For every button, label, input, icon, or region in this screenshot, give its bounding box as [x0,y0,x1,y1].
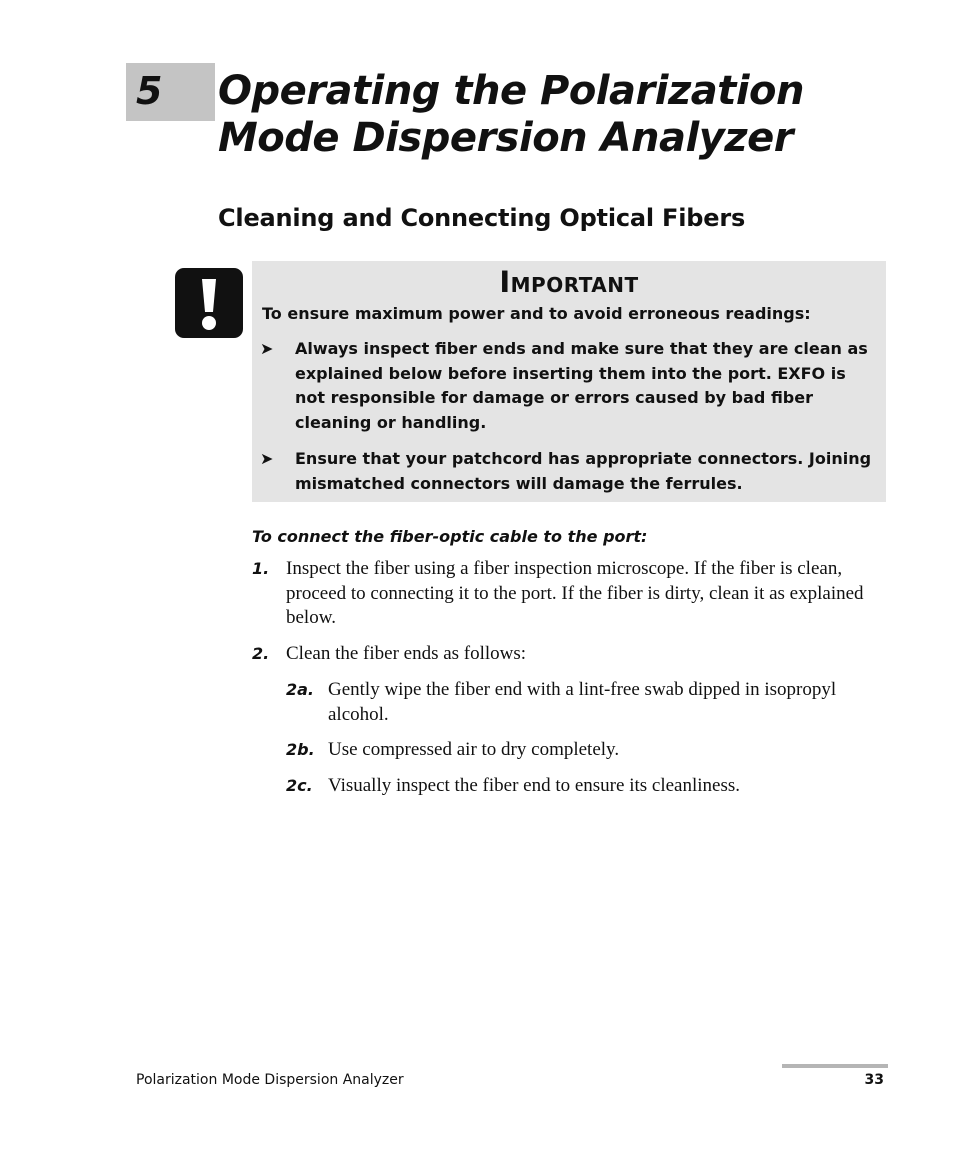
step-number: 2. [252,644,270,663]
important-title: Important [499,265,639,299]
arrow-bullet-icon: ➤ [260,339,274,358]
important-bullet [260,447,878,496]
chapter-number: 5 [136,69,163,113]
procedure-step [252,642,888,667]
step-number: 1. [252,559,270,578]
step-text: Clean the fiber ends as follows: [286,643,527,664]
section-heading: Cleaning and Connecting Optical Fibers [218,204,746,232]
procedure-substep [286,738,888,763]
page-number: 33 [864,1072,884,1088]
substep-text: Use compressed air to dry completely. [328,739,620,760]
procedure-step [252,557,888,631]
footer-title: Polarization Mode Dispersion Analyzer [136,1072,404,1088]
step-text: Inspect the fiber using a fiber inspection microscope. If the fiber is clean, proceed to connecting it to the port. If the fiber is dirty, clean it as explained below. [286,558,864,628]
substep-number: 2b. [286,740,315,759]
substep-number: 2c. [286,776,313,795]
important-bullet-text: Always inspect fiber ends and make sure that they are clean as explained below before inserting them into the port. EXFO is not responsible for damage or errors caused by bad fiber cleaning or handling. [295,339,868,432]
chapter-title-line-2: Mode Dispersion Analyzer [218,115,793,161]
chapter-title-line-1: Operating the Polarization [218,68,805,114]
important-bullet-text: Ensure that your patchcord has appropriate connectors. Joining mismatched connectors will damage the ferrules. [295,449,872,493]
substep-text: Visually inspect the fiber end to ensure its cleanliness. [328,775,740,796]
exclamation-icon [175,268,243,338]
chapter-title [218,68,918,162]
procedure-substep [286,774,888,799]
arrow-bullet-icon: ➤ [260,449,274,468]
procedure-title: To connect the fiber-optic cable to the port: [252,527,648,546]
exclamation-icon-glyph [175,268,243,338]
important-notice [252,261,886,502]
important-intro: To ensure maximum power and to avoid erroneous readings: [262,304,811,323]
substep-text: Gently wipe the fiber end with a lint-free swab dipped in isopropyl alcohol. [328,679,837,725]
procedure-substep [286,678,888,727]
footer-rule [782,1064,888,1068]
substep-number: 2a. [286,680,315,699]
important-bullet [260,337,878,435]
